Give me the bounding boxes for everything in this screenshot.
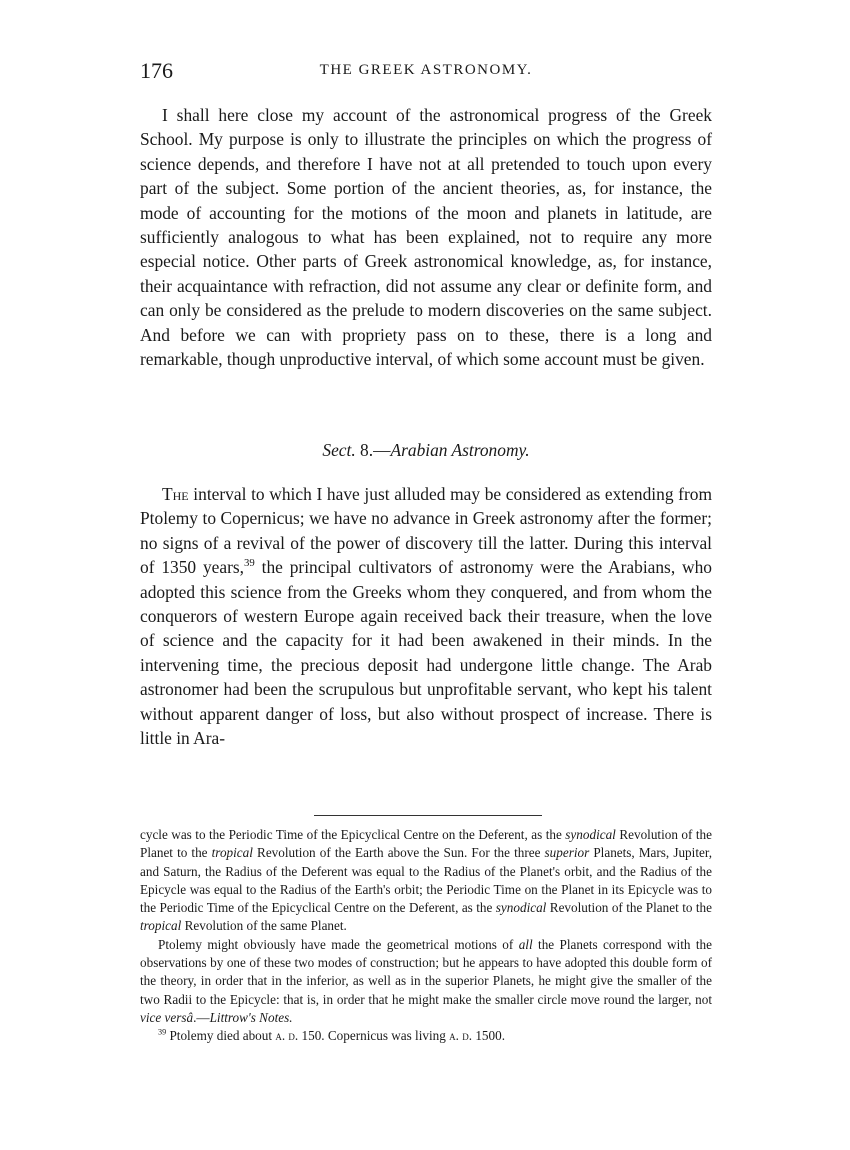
paragraph-arabian-interval [140,482,712,750]
footnote-italic: synodical [565,827,616,842]
page-header [140,58,712,88]
main-text [140,103,712,371]
footnote-italic: superior [544,845,590,861]
footnote-attribution: Littrow's Notes. [209,1009,293,1025]
footnote-text: Revolution of the Planet to the [546,900,712,916]
paragraph-dropword: The [162,484,189,504]
footnote-marker-39: 39 [158,1027,167,1037]
paragraph-text-a: interval to which I have just alluded may be considered as extending from Ptolemy to Copernicus; we have no advance in Greek astronomy after the former; no signs of a revival of the power of discovery till the latter. During this interval of 1350 years, [140,484,712,578]
footnote-text: Planets, Mars, Jupiter, and Saturn, the Radius of the Deferent was equal to the Radius of the Planet's orbit, and the Radius of the Epicycle was equal to the Radius of the Earth's orbit; the Periodic Time on the Planet in its Epicycle was to the Periodic Time of the Epicyclical Centre on the Deferent, as the [140,845,712,916]
footnote-text: the Planets correspond with the observations by one of these two modes of construction; but he appears to have adopted this double form of the theory, in order that in the inferior, as well as in the superior Planets, he might give the smaller of the two Radii to the Epicycle: that is, in order that he might make the smaller circle move round the larger, not [140,936,713,1007]
footnote-continued [140,826,712,936]
footnote-italic: vice versâ [140,1009,194,1025]
page-number: 176 [140,58,173,83]
footnote-text: 1500. [472,1028,505,1044]
section-title: Arabian Astronomy. [390,440,530,460]
footnote-italic: tropical [211,845,253,861]
footnote-text: Revolution of the Planet to the [140,827,712,861]
footnote-italic: all [518,936,533,952]
footnote-text: 150. Copernicus was living [298,1028,450,1044]
footnote-text: Revolution of the same Planet. [181,918,347,934]
footnote-era: a. d. [275,1028,299,1044]
footnote-text: Ptolemy died about [166,1028,276,1044]
footnote-39 [140,1027,712,1045]
footnote-text: .— [193,1009,210,1025]
section-number: 8.— [360,440,391,460]
footnote-divider [314,815,542,816]
paragraph-text-b: the principal cultivators of astronomy were the Arabians, who adopted this science from the Greeks whom they conquered, and from whom the conquerors of western Europe again received back their treasure, when the love of science and the capacity for it had been awakened in their minds. In the intervening time, the precious deposit had undergone little change. The Arab astronomer had been the scrupulous but unprofitable servant, who kept his talent without apparent danger of loss, but also without prospect of increase. There is little in Ara- [140,557,712,749]
footnotes [140,826,712,1046]
section-prefix: Sect. [322,440,356,460]
footnote-ptolemy-construction [140,936,712,1027]
paragraph-closing-greek-school: I shall here close my account of the astronomical progress of the Greek School. My purpose is only to illustrate the principles on which the progress of science depends, and therefore I have not at all pretended to touch upon every part of the subject. Some portion of the ancient theories, as, for instance, the mode of accounting for the motions of the moon and planets in latitude, are sufficiently analogous to what has been explained, not to require any more especial notice. Other parts of Greek astronomical knowledge, as, for instance, their acquaintance with refraction, did not assume any clear or definite form, and can only be considered as the prelude to modern discoveries on the same subject. And before we can with propriety pass on to these, there is a long and remarkable, though unproductive interval, of which some account must be given. [140,105,712,370]
footnote-reference-39[interactable]: 39 [244,557,255,570]
footnote-italic: synodical [495,900,547,916]
footnote-text: Ptolemy might obviously have made the geometrical motions of [158,936,519,952]
footnote-text: cycle was to the Periodic Time of the Epicyclical Centre on the Deferent, as the [140,827,566,842]
footnote-text: Revolution of the Earth above the Sun. For the three [252,845,545,861]
section-heading [140,440,712,461]
footnote-era: a. d. [449,1028,473,1044]
footnote-italic: tropical [140,918,182,934]
running-head: THE GREEK ASTRONOMY. [319,62,533,78]
